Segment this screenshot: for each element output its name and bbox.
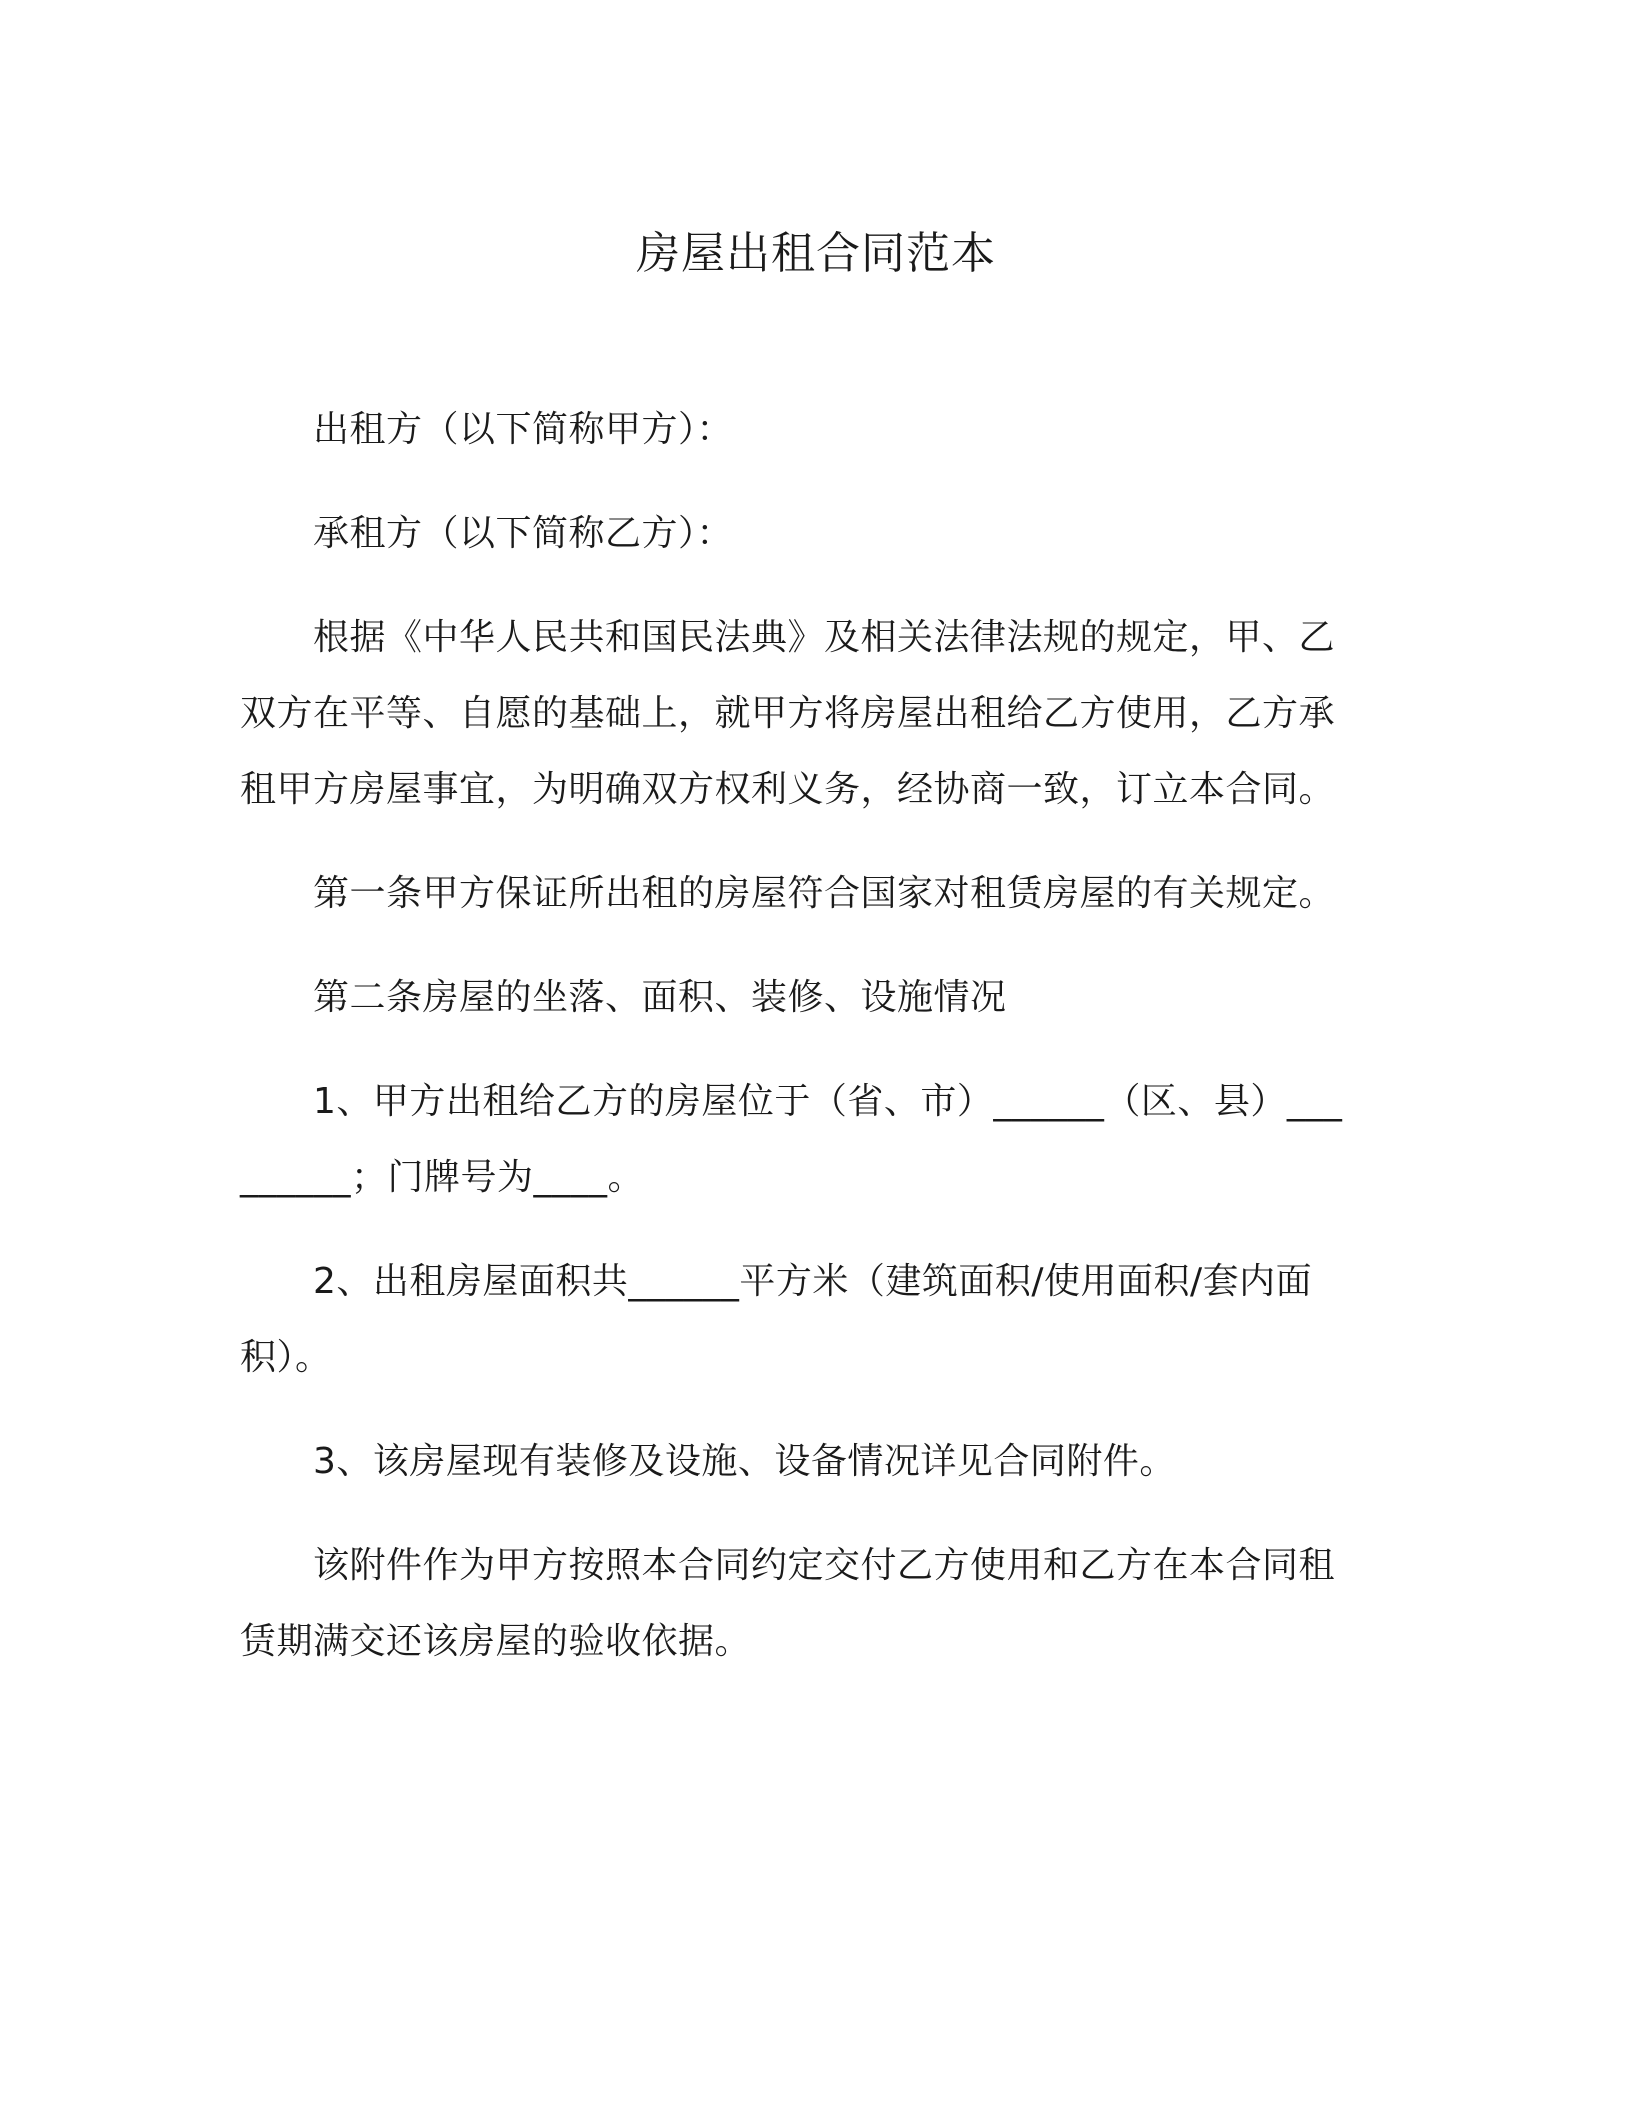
preamble-paragraph: 根据《中华人民共和国民法典》及相关法律法规的规定，甲、乙双方在平等、自愿的基础上，就甲方将房屋出租给乙方使用，乙方承租甲方房屋事宜，为明确双方权利义务，经协商一致，订立本合同。	[240, 617, 1336, 810]
clause-area: 2、出租房屋面积共______平方米（建筑面积/使用面积/套内面积）。	[240, 1261, 1313, 1378]
article-one: 第一条甲方保证所出租的房屋符合国家对租赁房屋的有关规定。	[313, 873, 1336, 914]
attachment-note: 该附件作为甲方按照本合同约定交付乙方使用和乙方在本合同租赁期满交还该房屋的验收依据。	[240, 1545, 1336, 1662]
document-title: 房屋出租合同范本	[636, 228, 996, 279]
document-body	[240, 392, 1352, 1708]
lessor-line: 出租方（以下简称甲方）：	[313, 409, 734, 450]
clause-location: 1、甲方出租给乙方的房屋位于（省、市）______（区、县）_________；门牌号为____。	[240, 1081, 1343, 1198]
clause-facilities: 3、该房屋现有装修及设施、设备情况详见合同附件。	[313, 1441, 1176, 1482]
article-two-heading: 第二条房屋的坐落、面积、装修、设施情况	[313, 977, 1007, 1018]
lessee-line: 承租方（以下简称乙方）：	[313, 513, 734, 554]
